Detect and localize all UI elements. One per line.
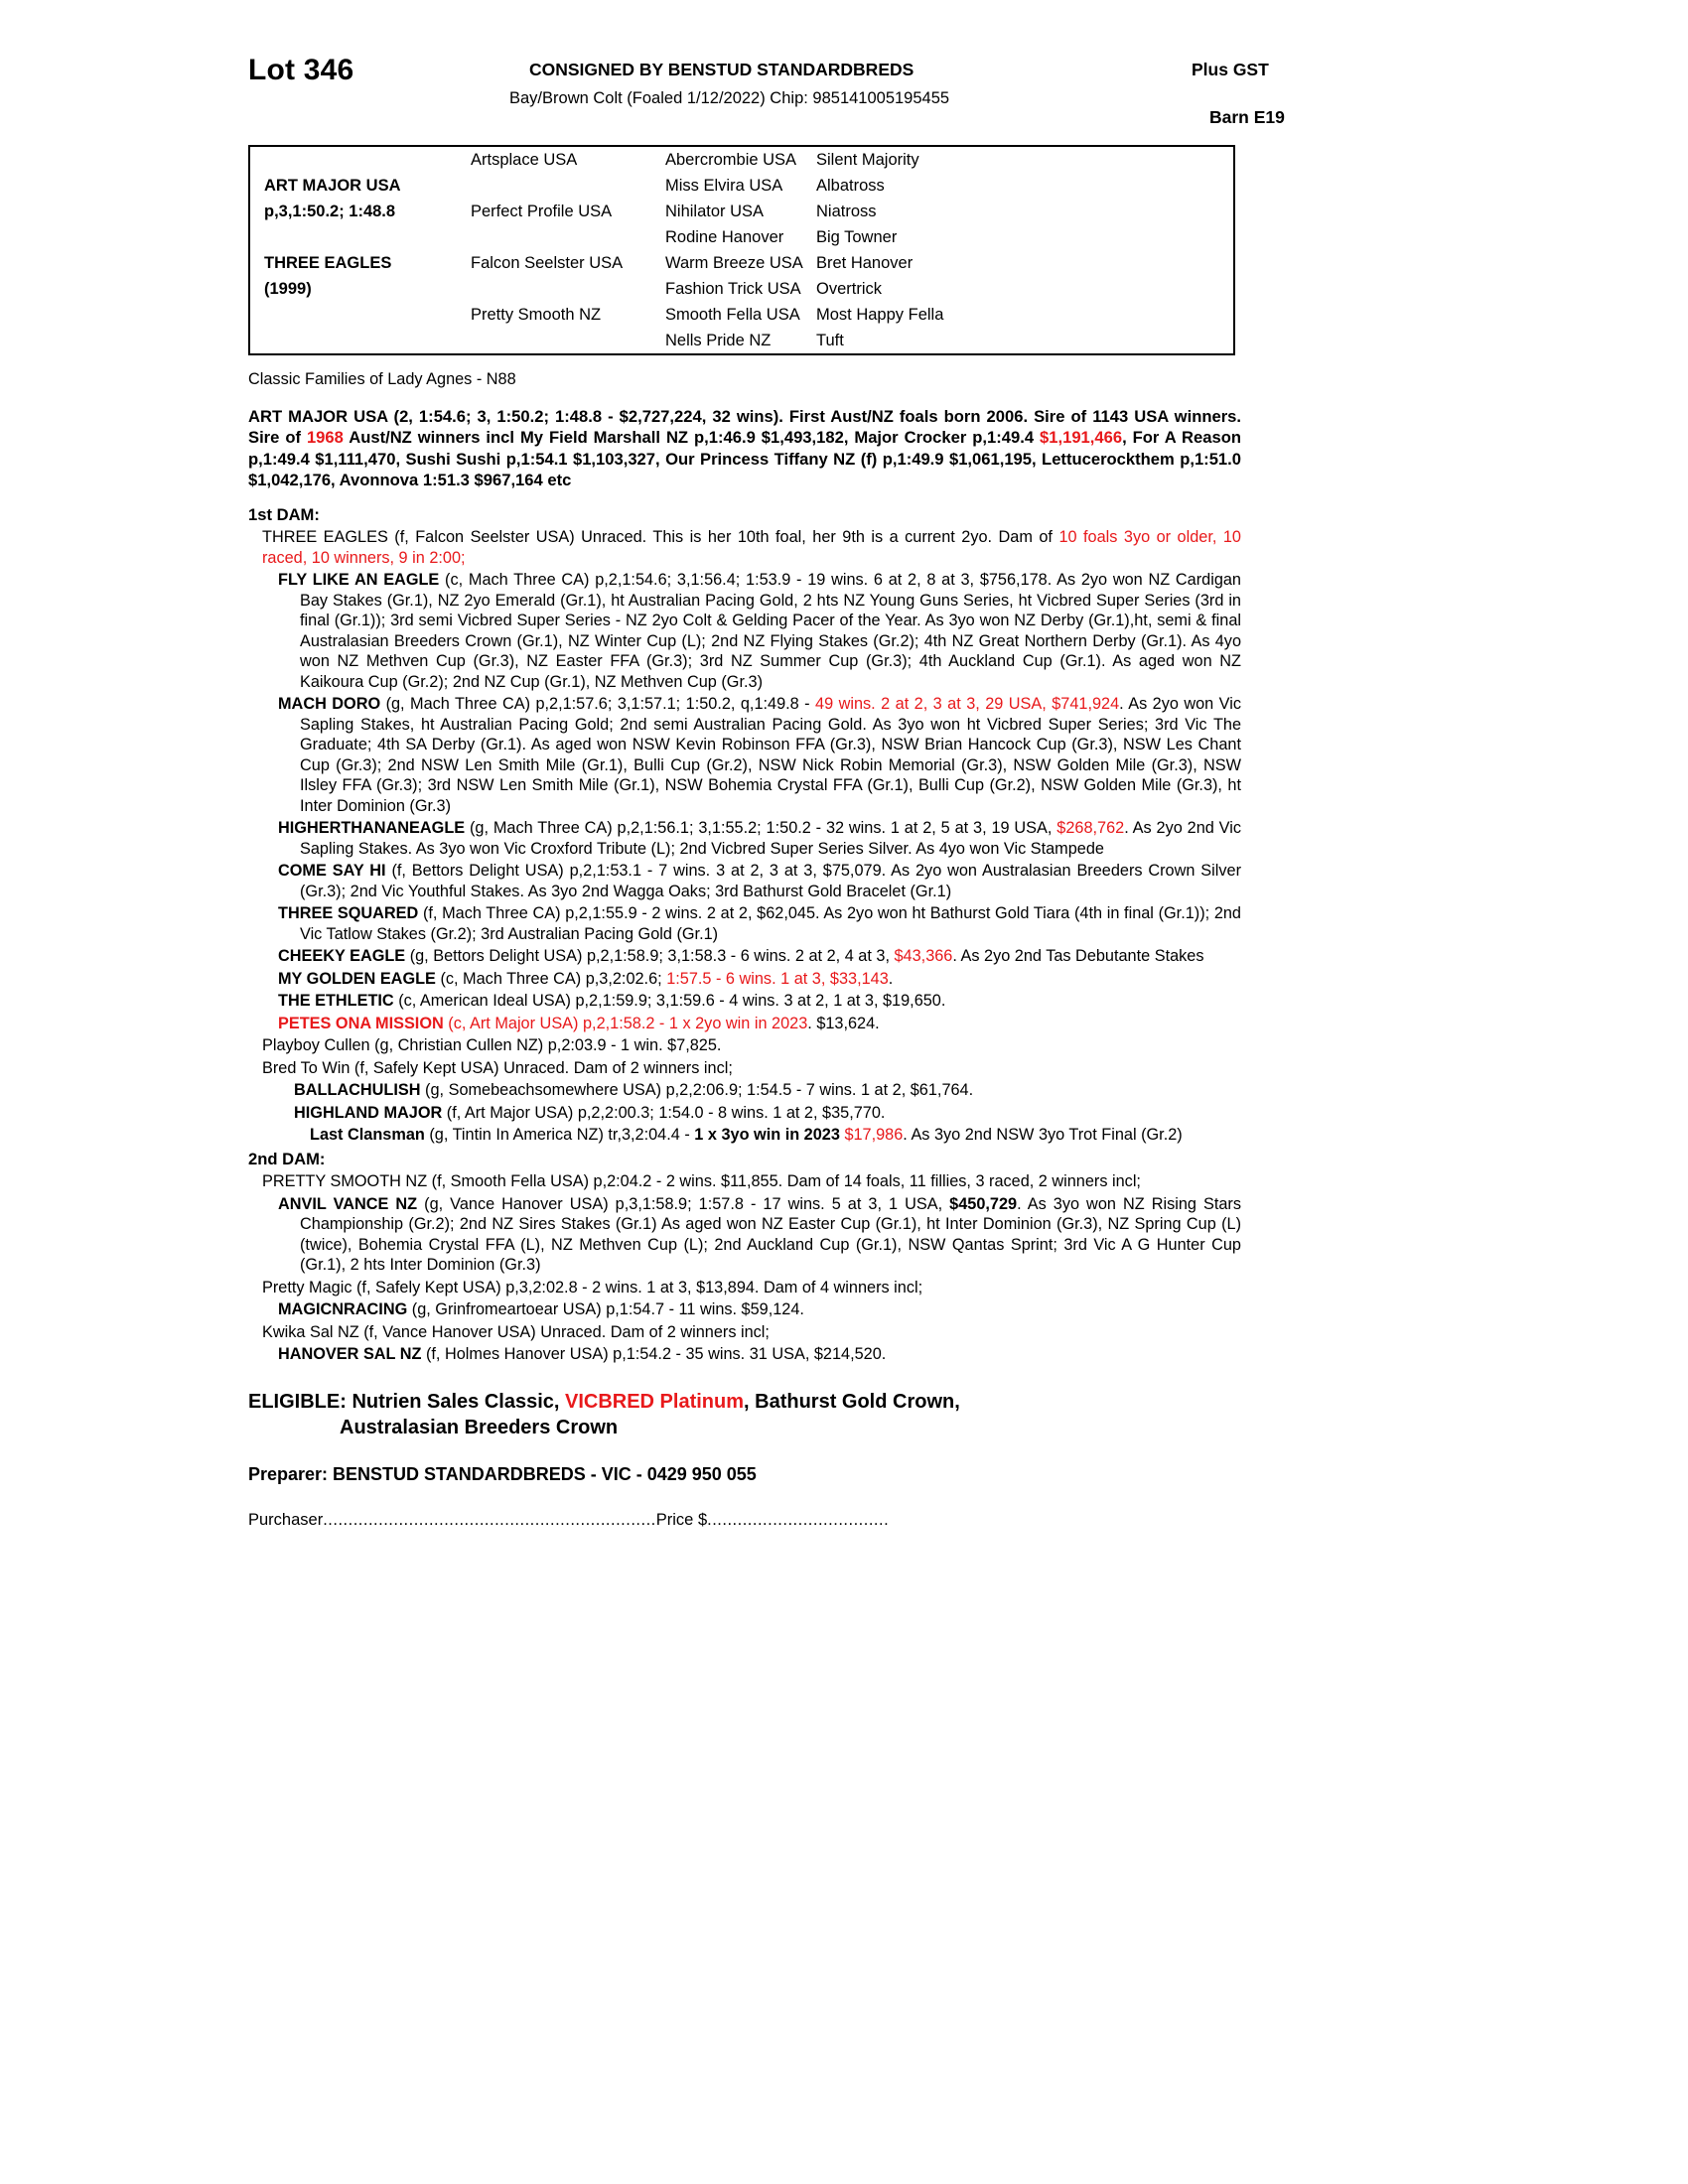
progeny-text-cont: . $13,624. — [807, 1014, 880, 1032]
progeny-text-cont: . As 3yo 2nd NSW 3yo Trot Final (Gr.2) — [903, 1126, 1183, 1144]
eligible-second-line: Australasian Breeders Crown — [340, 1416, 619, 1438]
pedigree-gen4-6: Overtrick — [816, 280, 882, 298]
sire-name: ART MAJOR USA — [264, 177, 401, 195]
progeny-entry: Pretty Magic (f, Safely Kept USA) p,3,2:02.8 - 2 wins. 1 at 3, $13,894. Dam of 4 winners incl; — [262, 1278, 923, 1297]
pedigree-gen3-3: Nihilator USA — [665, 203, 765, 220]
barn-number: Barn E19 — [1209, 107, 1285, 127]
pedigree-gen2-2: Perfect Profile USA — [471, 203, 613, 220]
sire-para-part2: Aust/NZ winners incl My Field Marshall NZ p,1:46.9 $1,493,182, Major Crocker p,1:49.4 — [343, 428, 1041, 447]
pedigree-gen2-4: Pretty Smooth NZ — [471, 306, 602, 324]
progeny-text: (c, American Ideal USA) p,2,1:59.9; 3,1:59.6 - 4 wins. 3 at 2, 1 at 3, $19,650. — [393, 992, 946, 1010]
progeny-name: MACH DORO — [278, 695, 381, 713]
pedigree-gen4-4: Big Towner — [816, 228, 898, 246]
dam-name: THREE EAGLES — [264, 254, 392, 272]
progeny-text: (g, Grinfromeartoear USA) p,1:54.7 - 11 wins. $59,124. — [407, 1300, 804, 1318]
progeny-entry — [278, 903, 1241, 944]
progeny-entry — [278, 1194, 1241, 1276]
progeny-text-cont: . As 2yo 2nd Tas Debutante Stakes — [952, 947, 1204, 965]
pedigree-gen3-4: Rodine Hanover — [665, 228, 784, 246]
consignor-line: CONSIGNED BY BENSTUD STANDARDBREDS — [529, 60, 914, 79]
pedigree-gen3-5: Warm Breeze USA — [665, 254, 803, 272]
progeny-text: (g, Tintin In America NZ) tr,3,2:04.4 - — [424, 1126, 695, 1144]
progeny-text: (c, Mach Three CA) p,3,2:02.6; — [435, 969, 667, 988]
first-dam-intro-red: 10 foals 3yo or older, 10 raced, 10 winners, 9 in 2:00; — [262, 528, 1241, 567]
gst-note: Plus GST — [1192, 60, 1269, 79]
price-dots[interactable]: .................................... — [707, 1510, 890, 1529]
progeny-name: HANOVER SAL NZ — [278, 1345, 422, 1363]
progeny-entry — [278, 1299, 1241, 1320]
progeny-entry — [278, 1344, 1241, 1365]
eligible-vicbred: VICBRED Platinum — [564, 1390, 745, 1413]
sire-para-part3: , For A Reason p,1:49.4 $1,111,470, Sushi Sushi p,1:54.1 $1,103,327, Our Princess Tiffany NZ (f) p,1:49.9 $1,061,195, Lettucerockthem p,1:51.0 $1,042,176, Avonnova 1:51.3 $967,164 etc — [248, 428, 1241, 489]
progeny-earnings: $450,729 — [949, 1194, 1018, 1213]
progeny-text: (g, Mach Three CA) p,2,1:56.1; 3,1:55.2; 1:50.2 - 32 wins. 1 at 2, 5 at 3, 19 USA, — [465, 819, 1057, 837]
pedigree-table — [248, 145, 1235, 355]
sire-para-red1: 1968 — [306, 428, 344, 447]
progeny-earnings: $268,762 — [1056, 819, 1125, 837]
progeny-text: (f, Mach Three CA) p,2,1:55.9 - 2 wins. 2 at 2, $62,045. As 2yo won ht Bathurst Gold Tiara (4th in final (Gr.1)); 2nd Vic Tatlow Stakes (Gr.2); 3rd Australian Pacing Gold (Gr.1) — [300, 904, 1241, 943]
eligible-block — [248, 1389, 1241, 1440]
progeny-entry: Playboy Cullen (g, Christian Cullen NZ) p,2:03.9 - 1 win. $7,825. — [262, 1036, 722, 1054]
progeny-entry — [278, 861, 1241, 901]
pedigree-dam-block — [264, 250, 391, 302]
progeny-name: MY GOLDEN EAGLE — [278, 969, 436, 988]
progeny-text: (c, Art Major USA) p,2,1:58.2 - 1 x 2yo win in 2023 — [443, 1014, 808, 1032]
second-dam-heading: 2nd DAM: — [248, 1149, 326, 1168]
progeny-entry — [294, 1103, 1241, 1124]
progeny-text: (g, Mach Three CA) p,2,1:57.6; 3,1:57.1; 1:50.2, q,1:49.8 - — [380, 695, 816, 713]
progeny-name: ANVIL VANCE NZ — [278, 1194, 418, 1213]
progeny-entry — [278, 818, 1241, 859]
first-dam-intro — [262, 527, 1241, 568]
pedigree-notes — [248, 369, 1241, 1365]
price-label: Price $ — [655, 1510, 708, 1529]
progeny-name: HIGHERTHANANEAGLE — [278, 819, 466, 837]
progeny-name: MAGICNRACING — [278, 1300, 408, 1318]
sire-para-red2: $1,191,466 — [1040, 428, 1123, 447]
classic-family-line: Classic Families of Lady Agnes - N88 — [248, 370, 516, 388]
progeny-text-cont: . As 2yo 2nd Vic Sapling Stakes. As 3yo won Vic Croxford Tribute (L); 2nd Vicbred Super Series Silver. As 4yo won Vic Stampede — [300, 819, 1241, 858]
purchaser-label: Purchaser — [248, 1510, 324, 1529]
progeny-name: HIGHLAND MAJOR — [294, 1103, 443, 1122]
dam-year: (1999) — [264, 280, 312, 298]
progeny-earnings: 1:57.5 - 6 wins. 1 at 3, $33,143 — [666, 969, 889, 988]
progeny-text-cont: . As 2yo won Vic Sapling Stakes, ht Australian Pacing Gold; 2nd semi Australian Pacing Gold. As 3yo won ht Vicbred Super Series; 3rd Vic The Graduate; 4th SA Derby (Gr.1). As aged won NSW Kevin Robinson FFA (Gr.3), NSW Brian Hancock Cup (Gr.3), NSW Les Chant Cup (Gr.3); 2nd NSW Len Smith Mile (Gr.1), Bulli Cup (Gr.2), NSW Nick Robin Memorial (Gr.3), NSW Golden Mile (Gr.3), NSW Ilsley FFA (Gr.3); 3rd NSW Len Smith Mile (Gr.1), NSW Bohemia Crystal FFA (Gr.1), Bulli Cup (Gr.2), NSW Golden Mile (Gr.3), ht Inter Dominion (Gr.3) — [300, 695, 1241, 815]
pedigree-gen4-7: Most Happy Fella — [816, 306, 944, 324]
progeny-text: (g, Bettors Delight USA) p,2,1:58.9; 3,1:58.3 - 6 wins. 2 at 2, 4 at 3, — [405, 947, 895, 965]
progeny-entry — [294, 1080, 1241, 1101]
progeny-name: PETES ONA MISSION — [278, 1014, 444, 1032]
progeny-entry — [278, 991, 1241, 1012]
pedigree-gen4-3: Niatross — [816, 203, 877, 220]
progeny-entry — [278, 946, 1241, 967]
progeny-entry — [278, 694, 1241, 816]
progeny-win-note: 1 x 3yo win in 2023 — [694, 1126, 840, 1144]
progeny-name: Last Clansman — [310, 1126, 425, 1144]
pedigree-gen4-1: Silent Majority — [816, 151, 919, 169]
progeny-entry: Kwika Sal NZ (f, Vance Hanover USA) Unraced. Dam of 2 winners incl; — [262, 1322, 770, 1341]
sire-para-part1: ART MAJOR USA (2, 1:54.6; 3, 1:50.2; 1:48.8 - $2,727,224, 32 wins). First Aust/NZ foals born 2006. Sire of 1143 USA winners. Sire of — [248, 406, 1241, 447]
pedigree-gen4-5: Bret Hanover — [816, 254, 914, 272]
pedigree-gen3-8: Nells Pride NZ — [665, 332, 772, 349]
progeny-name: CHEEKY EAGLE — [278, 947, 406, 965]
pedigree-gen3-2: Miss Elvira USA — [665, 177, 783, 195]
pedigree-gen4-8: Tuft — [816, 332, 844, 349]
pedigree-sire-block — [264, 173, 401, 224]
progeny-text: (c, Mach Three CA) p,2,1:54.6; 3,1:56.4; 1:53.9 - 19 wins. 6 at 2, 8 at 3, $756,178. As 2yo won NZ Cardigan Bay Stakes (Gr.1), NZ 2yo Emerald (Gr.1), ht Australian Pacing Gold, 2 hts NZ Young Guns Series, ht Vicbred Super Series (3rd in final (Gr.1)); 3rd semi Vicbred Super Series - NZ 2yo Colt & Gelding Pacer of the Year. As 3yo won NZ Derby (Gr.1),ht, semi & final Australasian Breeders Crown (Gr.1), NZ Winter Cup (L); 2nd NZ Flying Stakes (Gr.2); 4th NZ Great Northern Derby (Gr.1). As 4yo won NZ Methven Cup (Gr.3), NZ Easter FFA (Gr.3); 3rd NZ Summer Cup (Gr.3); 4th Auckland Cup (Gr.1). As aged won NZ Kaikoura Cup (Gr.2); 2nd NZ Cup (Gr.1), NZ Methven Cup (Gr.3) — [300, 571, 1241, 691]
pedigree-gen3-7: Smooth Fella USA — [665, 306, 800, 324]
foal-details-line: Bay/Brown Colt (Foaled 1/12/2022) Chip: 985141005195455 — [509, 89, 950, 107]
progeny-text: (g, Somebeachsomewhere USA) p,2,2:06.9; 1:54.5 - 7 wins. 1 at 2, $61,764. — [420, 1081, 974, 1099]
pedigree-gen3-1: Abercrombie USA — [665, 151, 797, 169]
first-dam-heading: 1st DAM: — [248, 504, 320, 524]
progeny-entry: Bred To Win (f, Safely Kept USA) Unraced. Dam of 2 winners incl; — [262, 1058, 733, 1077]
progeny-name: THREE SQUARED — [278, 904, 419, 922]
progeny-earnings: $43,366 — [894, 947, 953, 965]
pedigree-gen2-3: Falcon Seelster USA — [471, 254, 624, 272]
purchaser-dots[interactable]: .................................................................. — [323, 1510, 656, 1529]
sire-paragraph — [248, 406, 1241, 491]
progeny-name: COME SAY HI — [278, 862, 386, 880]
purchaser-line — [248, 1511, 1241, 1530]
first-dam-intro-text: THREE EAGLES (f, Falcon Seelster USA) Unraced. This is her 10th foal, her 9th is a current 2yo. Dam of — [262, 528, 1059, 546]
progeny-text-cont: . As 3yo won NZ Rising Stars Championship (Gr.2); 2nd NZ Sires Stakes (Gr.1) As aged won NZ Easter Cup (Gr.1), ht Inter Dominion (Gr.3), NZ Spring Cup (L) (twice), Bohemia Crystal FFA (L), NZ Methven Cup (L); 2nd Auckland Cup (Gr.1), NSW Qantas Sprint; 3rd Vic A G Hunter Cup (Gr.1), 2 hts Inter Dominion (Gr.3) — [300, 1194, 1241, 1274]
eligible-label: ELIGIBLE: Nutrien Sales Classic, — [248, 1390, 565, 1413]
sire-record: p,3,1:50.2; 1:48.8 — [264, 203, 396, 220]
eligible-rest: , Bathurst Gold Crown, — [744, 1390, 960, 1413]
pedigree-gen3-6: Fashion Trick USA — [665, 280, 801, 298]
progeny-entry — [278, 1014, 1241, 1034]
progeny-earnings: $17,986 — [844, 1126, 904, 1144]
lot-number: Lot 346 — [248, 54, 354, 86]
progeny-name: BALLACHULISH — [294, 1081, 421, 1099]
progeny-text: (f, Bettors Delight USA) p,2,1:53.1 - 7 wins. 3 at 2, 3 at 3, $75,079. As 2yo won Australasian Breeders Crown Silver (Gr.3); 2nd Vic Youthful Stakes. As 3yo 2nd Wagga Oaks; 3rd Bathurst Gold Bracelet (Gr.1) — [300, 862, 1242, 900]
progeny-text-cont: . — [888, 969, 894, 988]
pedigree-gen4-2: Albatross — [816, 177, 885, 195]
second-dam-intro: PRETTY SMOOTH NZ (f, Smooth Fella USA) p,2:04.2 - 2 wins. $11,855. Dam of 14 foals, 11 fillies, 3 raced, 2 winners incl; — [262, 1172, 1141, 1190]
progeny-name: FLY LIKE AN EAGLE — [278, 571, 440, 589]
progeny-text: (g, Vance Hanover USA) p,3,1:58.9; 1:57.8 - 17 wins. 5 at 3, 1 USA, — [417, 1194, 950, 1213]
pedigree-gen2-1: Artsplace USA — [471, 151, 578, 169]
progeny-entry — [310, 1125, 1241, 1146]
progeny-text: (f, Holmes Hanover USA) p,1:54.2 - 35 wins. 31 USA, $214,520. — [421, 1345, 887, 1363]
progeny-text: (f, Art Major USA) p,2,2:00.3; 1:54.0 - 8 wins. 1 at 2, $35,770. — [442, 1103, 886, 1122]
progeny-entry — [278, 969, 1241, 990]
preparer-line: Preparer: BENSTUD STANDARDBREDS - VIC - 0429 950 055 — [248, 1463, 757, 1484]
progeny-entry — [278, 570, 1241, 692]
page-header — [117, 46, 1571, 137]
progeny-name: THE ETHLETIC — [278, 992, 394, 1010]
progeny-earnings: 49 wins. 2 at 2, 3 at 3, 29 USA, $741,924 — [815, 695, 1120, 713]
